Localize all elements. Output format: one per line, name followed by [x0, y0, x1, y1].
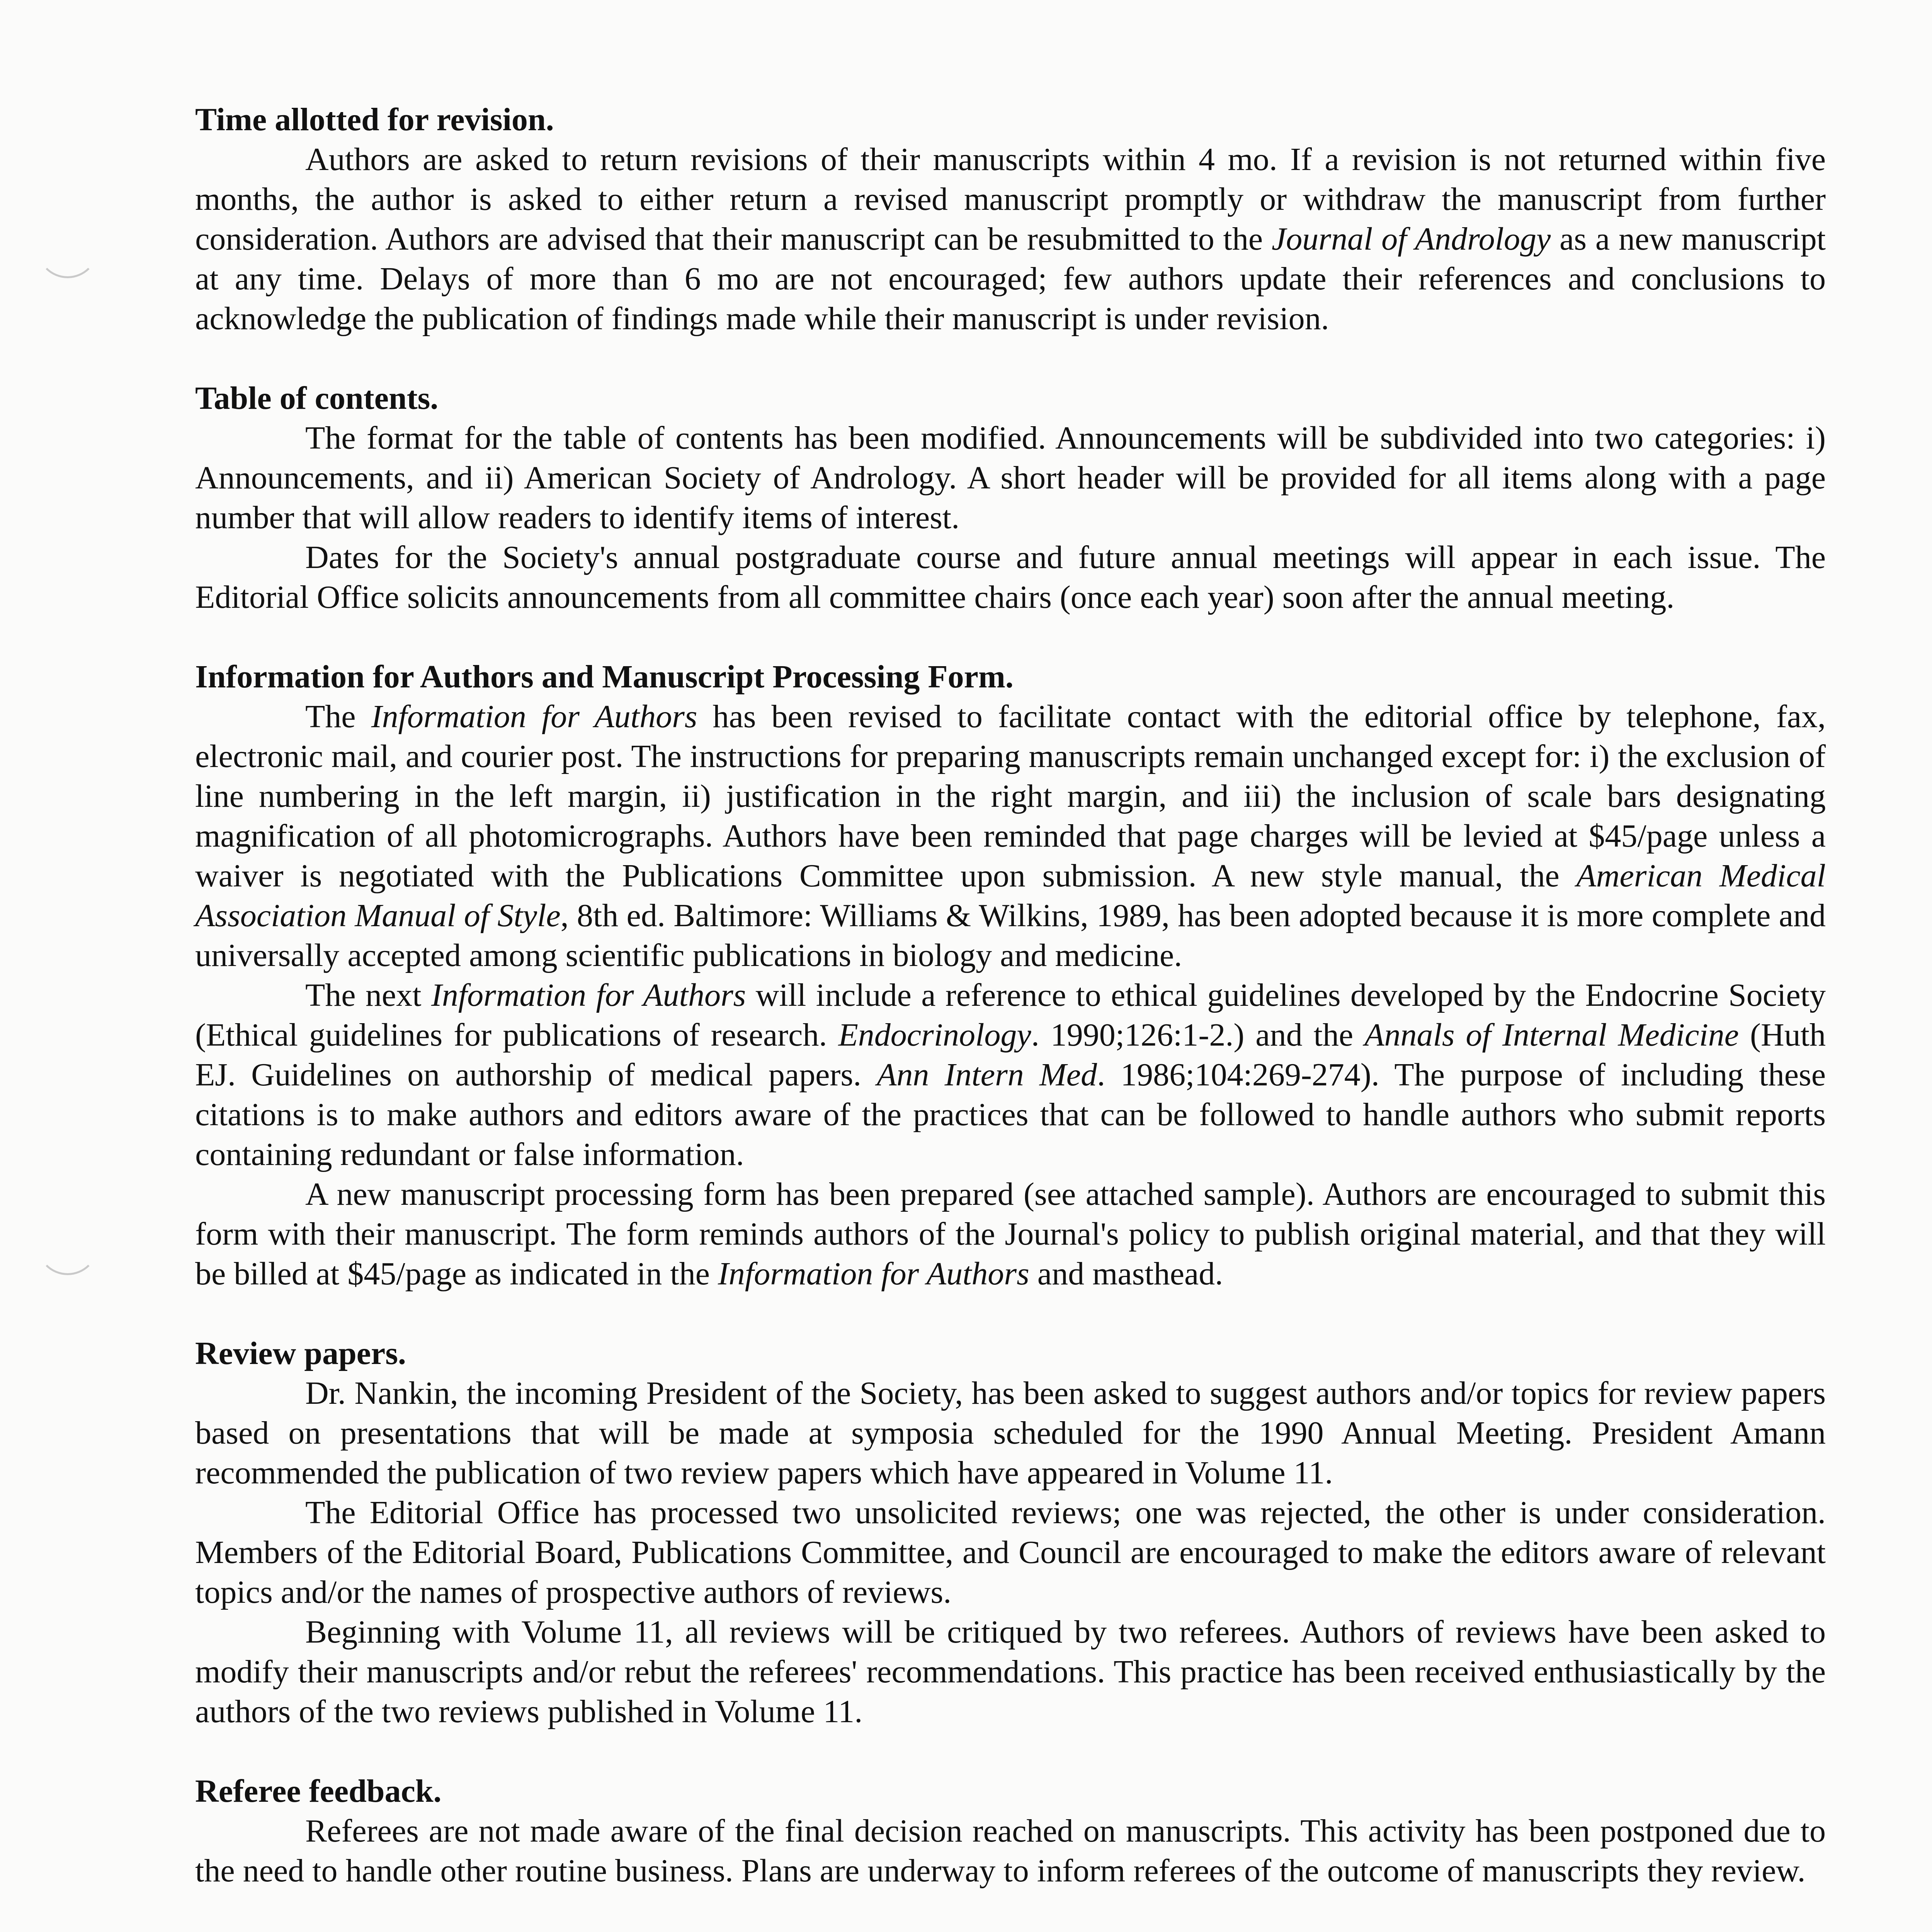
paragraph-text: as a new manuscript at any time. Delays of more than 6 mo are not encouraged; few authors update their references and conclusions to acknowledge the publication of findings made while their manuscript is under revision. [195, 221, 1826, 337]
paragraph-text: Dr. Nankin, the incoming President of the Society, has been asked to suggest authors and/or topics for review papers based on presentations that will be made at symposia scheduled for the 1990 Annual Meeting. President Amann recommended the publication of two review papers which have appeared in Volume 11. [195, 1375, 1826, 1491]
paragraph-text: (Huth EJ. Guidelines on authorship of medical papers. [195, 1017, 1826, 1093]
italic-title: Journal of Andrology [1272, 221, 1551, 257]
section [195, 1930, 1826, 1932]
section [195, 378, 1826, 617]
paragraph-text: Authors are asked to return revisions of their manuscripts within 4 mo. If a revision is not returned within five months, the author is asked to either return a revised manuscript promptly or withdraw the manuscript from further consideration. Authors are advised that their manuscript can be resubmitted to the [195, 141, 1826, 257]
paragraph-text: and masthead. [1029, 1256, 1223, 1292]
paragraph-text: . 1990;126:1-2.) and the [1031, 1017, 1365, 1053]
section [195, 657, 1826, 1294]
paragraph-text: The [305, 699, 371, 735]
section [195, 100, 1826, 338]
section-heading [195, 1930, 1826, 1932]
paragraph [195, 139, 1826, 338]
section-heading: Time allotted for revision. [195, 102, 554, 138]
paragraph-text: A new manuscript processing form has been prepared (see attached sample). Authors are encouraged to submit this form with their manuscript. The form reminds authors of the Journal's policy to publish original material, and that they will be billed at $45/page as indicated in the [195, 1176, 1826, 1292]
section-heading: Information for Authors and Manuscript Processing Form. [195, 659, 1014, 695]
binder-hole-middle [37, 1213, 99, 1275]
paragraph [195, 1811, 1826, 1891]
section [195, 1333, 1826, 1731]
paragraph [195, 1612, 1826, 1731]
section-heading: Review papers. [195, 1335, 406, 1371]
paragraph [195, 1174, 1826, 1294]
paragraph-text: The format for the table of contents has been modified. Announcements will be subdivided into two categories: i) Announcements, and ii) American Society of Andrology. A short header will be provided for all items along with a page number that will allow readers to identify items of interest. [195, 420, 1826, 536]
paragraph-text: , 8th ed. Baltimore: Williams & Wilkins, 1989, has been adopted because it is more complete and universally accepted among scientific publications in biology and medicine. [195, 898, 1826, 973]
paragraph [195, 537, 1826, 617]
paragraph [195, 1493, 1826, 1612]
paragraph [195, 418, 1826, 537]
paragraph-text: . 1986;104:269-274). The purpose of including these citations is to make authors and editors aware of the practices that can be followed to handle authors who submit reports containing redundant or false information. [195, 1057, 1826, 1172]
paragraph-text: Referees are not made aware of the final decision reached on manuscripts. This activity has been postponed due to the need to handle other routine business. Plans are underway to inform referees of the outcome of manuscripts they review. [195, 1813, 1826, 1889]
section [195, 1771, 1826, 1891]
paragraph [195, 697, 1826, 975]
italic-title: Ann Intern Med [877, 1057, 1097, 1093]
paragraph-text: has been revised to facilitate contact with the editorial office by telephone, fax, electronic mail, and courier post. The instructions for preparing manuscripts remain unchanged except for: i) the exclusion of line numbering in the left margin, ii) justification in the right margin, and iii) the inclusion of scale bars designating magnification of all photomicrographs. Authors have been reminded that page charges will be levied at $45/page unless a waiver is negotiated with the Publications Committee upon submission. A new style manual, the [195, 699, 1826, 894]
italic-title: Information for Authors [431, 977, 746, 1013]
italic-title: American Medical Association Manual of Style [195, 858, 1826, 934]
section-heading: Table of contents. [195, 380, 439, 416]
paragraph [195, 975, 1826, 1174]
document-body [195, 100, 1826, 1932]
italic-title: Information for Authors [371, 699, 697, 735]
section-heading: Referee feedback. [195, 1773, 442, 1809]
paragraph-text: Dates for the Society's annual postgraduate course and future annual meetings will appear in each issue. The Editorial Office solicits announcements from all committee chairs (once each year) soon after the annual meeting. [195, 539, 1826, 615]
italic-title: Information for Authors [718, 1256, 1029, 1292]
paragraph-text: will include a reference to ethical guidelines developed by the Endocrine Society (Ethical guidelines for publications of research. [195, 977, 1826, 1053]
paragraph-text: Beginning with Volume 11, all reviews will be critiqued by two referees. Authors of reviews have been asked to modify their manuscripts and/or rebut the referees' recommendations. This practice has been received enthusiastically by the authors of the two reviews published in Volume 11. [195, 1614, 1826, 1730]
paragraph-text: The Editorial Office has processed two unsolicited reviews; one was rejected, the other is under consideration. Members of the Editorial Board, Publications Committee, and Council are encouraged to make the editors aware of relevant topics and/or the names of prospective authors of reviews. [195, 1495, 1826, 1610]
binder-hole-top [37, 216, 99, 278]
paragraph-text: The next [305, 977, 431, 1013]
paragraph [195, 1373, 1826, 1493]
italic-title: Endocrinology [838, 1017, 1031, 1053]
italic-title: Annals of Internal Medicine [1364, 1017, 1739, 1053]
